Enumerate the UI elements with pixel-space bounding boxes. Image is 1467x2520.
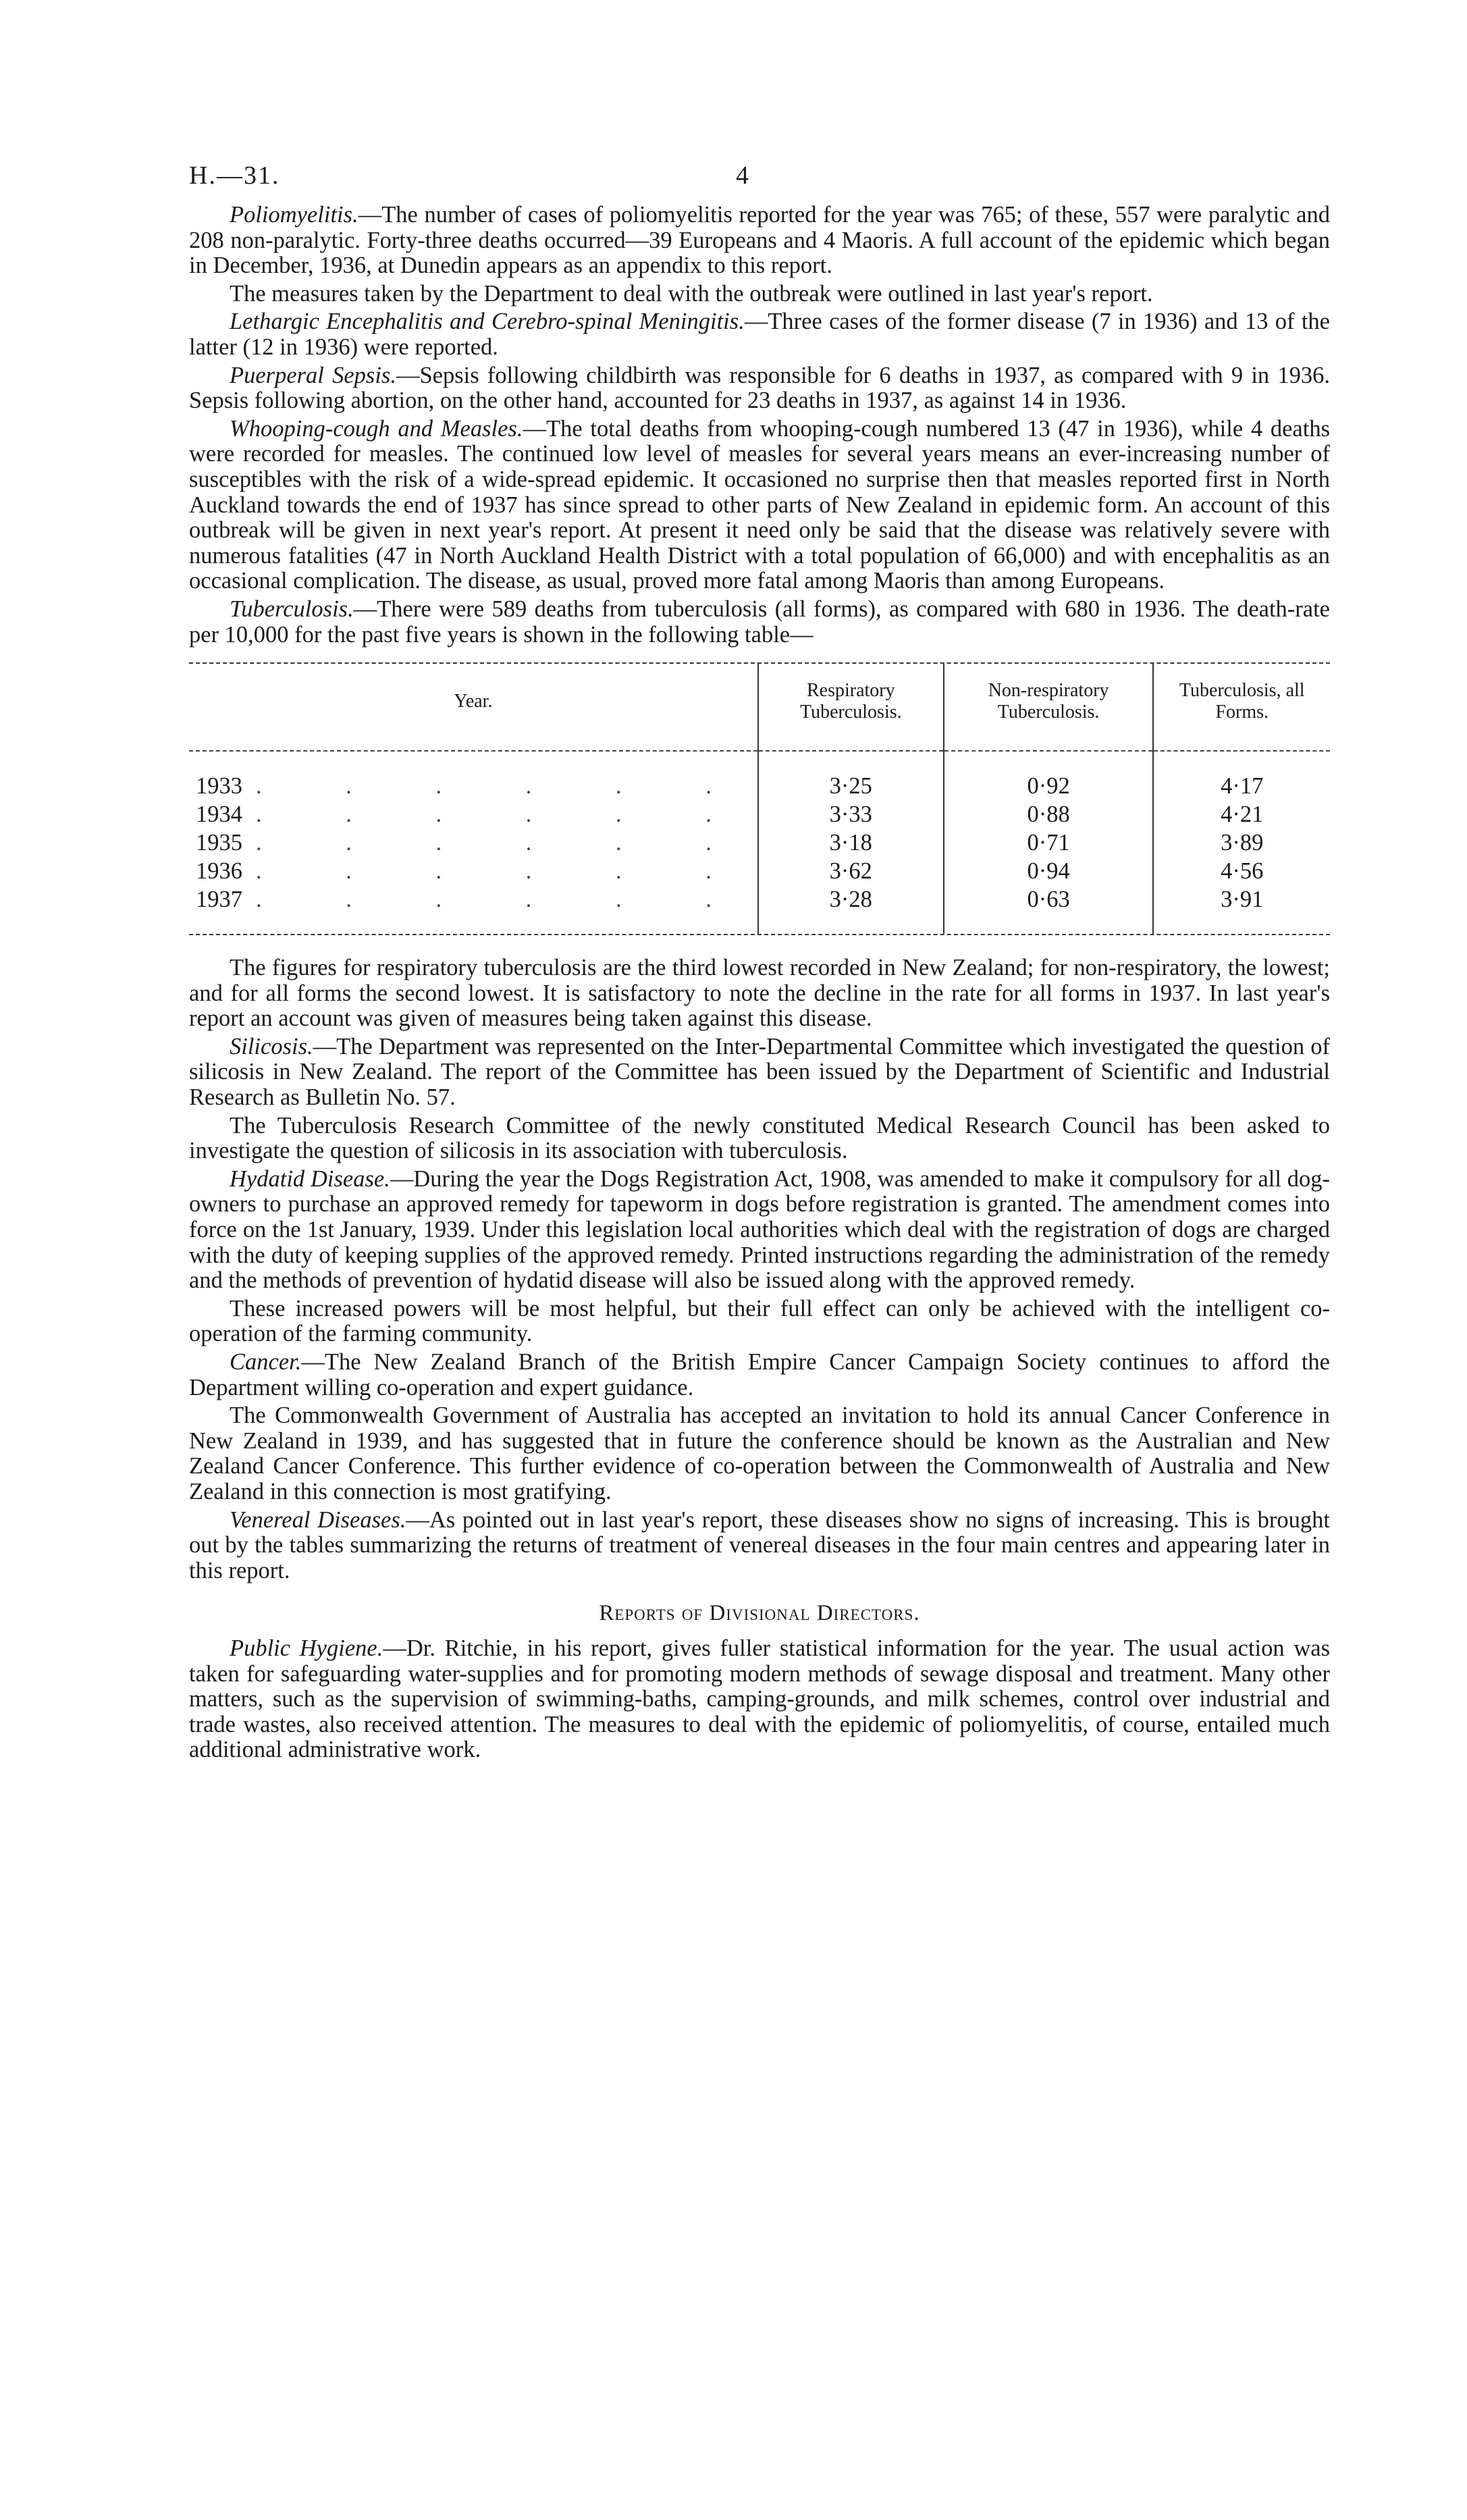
paragraph-lead: Silicosis. bbox=[230, 1033, 313, 1059]
paragraph bbox=[189, 1034, 1330, 1111]
table-spacer-row bbox=[189, 914, 1330, 934]
year-cell bbox=[189, 857, 758, 885]
leader-dots: . . . . . . bbox=[256, 802, 751, 828]
paragraph-text: —The total deaths from whooping-cough numbered 13 (47 in 1936), while 4 deaths were recorded for measles. The continued low level of measles for several years means an ever-increasing number of susceptibles with the risk of a wide-spread epidemic. It occasioned no surprise then that measles reported first in North Auckland towards the end of 1937 has since spread to other parts of New Zealand in epidemic form. An account of this outbreak will be given in next year's report. At present it need only be said that the disease was relatively severe with numerous fatalities (47 in North Auckland Health District with a total population of 66,000) and with encephalitis as an occasional complication. The disease, as usual, proved more fatal among Maoris than among Europeans. bbox=[189, 415, 1330, 594]
header-non-respiratory: Non-respiratory Tuberculosis. bbox=[944, 664, 1154, 751]
paragraph bbox=[189, 203, 1330, 279]
leader-dots: . . . . . . bbox=[256, 773, 751, 799]
table-row bbox=[189, 800, 1330, 829]
cell-all-forms: 4·56 bbox=[1153, 857, 1330, 885]
paragraphs-section bbox=[189, 1636, 1330, 1763]
table-header-row bbox=[189, 664, 1330, 751]
paragraph bbox=[189, 1403, 1330, 1504]
paragraph bbox=[189, 363, 1330, 414]
year-cell bbox=[189, 885, 758, 914]
paragraph-text: The measures taken by the Department to deal with the outbreak were outlined in last year's report. bbox=[230, 280, 1153, 307]
cell-all-forms: 4·17 bbox=[1153, 772, 1330, 800]
paragraph-lead: Cancer. bbox=[230, 1349, 302, 1375]
paragraph-lead: Whooping-cough and Measles. bbox=[230, 415, 523, 442]
cell-non-respiratory: 0·94 bbox=[944, 857, 1154, 885]
paragraph-lead: Puerperal Sepsis. bbox=[230, 362, 396, 388]
table-grid bbox=[189, 664, 1330, 934]
table-row bbox=[189, 829, 1330, 857]
paragraph-lead: Venereal Diseases. bbox=[230, 1506, 406, 1533]
year-cell bbox=[189, 772, 758, 800]
paragraph bbox=[189, 1508, 1330, 1584]
leader-dots: . . . . . . bbox=[256, 887, 751, 913]
paragraph-text: The figures for respiratory tuberculosis are the third lowest recorded in New Zealand; for non-respiratory, the lowest; and for all forms the second lowest. It is satisfactory to note the decline in the rate for all forms in 1937. In last year's report an account was given of measures being taken against this disease. bbox=[189, 955, 1330, 1032]
page-number: 4 bbox=[736, 161, 749, 190]
document-reference: H.—31. bbox=[189, 161, 280, 190]
paragraph-text: —The Department was represented on the Inter-Departmental Committee which investigated the question of silicosis in New Zealand. The report of the Committee has been issued by the Department of Scientific and Industrial Research as Bulletin No. 57. bbox=[189, 1033, 1330, 1111]
year-cell bbox=[189, 800, 758, 829]
table-row bbox=[189, 857, 1330, 885]
leader-dots: . . . . . . bbox=[256, 830, 751, 856]
cell-non-respiratory: 0·71 bbox=[944, 829, 1154, 857]
table-row bbox=[189, 885, 1330, 914]
paragraph bbox=[189, 417, 1330, 594]
paragraph-lead: Hydatid Disease. bbox=[230, 1165, 390, 1192]
cell-respiratory: 3·62 bbox=[758, 857, 944, 885]
cell-year: 1935 bbox=[196, 830, 242, 856]
table-row bbox=[189, 772, 1330, 800]
cell-year: 1937 bbox=[196, 887, 242, 913]
cell-respiratory: 3·18 bbox=[758, 829, 944, 857]
page-header bbox=[189, 161, 1264, 194]
page-body bbox=[189, 203, 1330, 1766]
paragraph-text: —Dr. Ritchie, in his report, gives fuller statistical information for the year. The usual action was taken for safeguarding water-supplies and for promoting modern methods of sewage disposal and treatment. Many other matters, such as the supervision of swimming-baths, camping-grounds, and milk schemes, control over industrial and trade wastes, also received attention. The measures to deal with the epidemic of poliomyelitis, of course, entailed much additional administrative work. bbox=[189, 1635, 1330, 1763]
tuberculosis-death-rate-table bbox=[189, 662, 1330, 935]
table-bottom-rule bbox=[189, 934, 1330, 935]
paragraph-text: —During the year the Dogs Registration Act, 1908, was amended to make it compulsory for all dog-owners to purchase an approved remedy for tapeworm in dogs before registration is granted. The amendment comes into force on the 1st January, 1939. Under this legislation local authorities which deal with the registration of dogs are charged with the duty of keeping supplies of the approved remedy. Printed instructions regarding the administration of the remedy and the methods of prevention of hydatid disease will also be issued along with the approved remedy. bbox=[189, 1165, 1330, 1294]
cell-non-respiratory: 0·63 bbox=[944, 885, 1154, 914]
paragraph bbox=[189, 1296, 1330, 1347]
paragraphs-after-table bbox=[189, 955, 1330, 1583]
header-year: Year. bbox=[454, 691, 493, 712]
cell-all-forms: 3·91 bbox=[1153, 885, 1330, 914]
paragraph-text: —There were 589 deaths from tuberculosis (all forms), as compared with 680 in 1936. The death-rate per 10,000 for the past five years is shown in the following table— bbox=[189, 596, 1330, 648]
paragraph-text: The Tuberculosis Research Committee of the newly constituted Medical Research Council has been asked to investigate the question of silicosis in its association with tuberculosis. bbox=[189, 1112, 1330, 1164]
header-respiratory: Respiratory Tuberculosis. bbox=[758, 664, 944, 751]
cell-respiratory: 3·28 bbox=[758, 885, 944, 914]
paragraph bbox=[189, 1636, 1330, 1763]
paragraph-text: —As pointed out in last year's report, these diseases show no signs of increasing. This is brought out by the tables summarizing the returns of treatment of venereal diseases in the four main centres and appearing later in this report. bbox=[189, 1506, 1330, 1583]
paragraph bbox=[189, 1167, 1330, 1294]
paragraphs-before-table bbox=[189, 203, 1330, 648]
paragraph bbox=[189, 1350, 1330, 1400]
cell-year: 1933 bbox=[196, 773, 242, 799]
paragraph bbox=[189, 282, 1330, 307]
cell-year: 1936 bbox=[196, 858, 242, 885]
section-heading: Reports of Divisional Directors. bbox=[599, 1601, 920, 1626]
paragraph-text: —The New Zealand Branch of the British Empire Cancer Campaign Society continues to afford the Department willing co-operation and expert guidance. bbox=[189, 1349, 1330, 1400]
paragraph bbox=[189, 597, 1330, 648]
paragraph-text: —Three cases of the former disease (7 in 1936) and 13 of the latter (12 in 1936) were reported. bbox=[189, 309, 1330, 360]
paragraph bbox=[189, 1113, 1330, 1164]
table-spacer-row bbox=[189, 752, 1330, 772]
paragraph-text: —Sepsis following childbirth was responsible for 6 deaths in 1937, as compared with 9 in 1936. Sepsis following abortion, on the other hand, accounted for 23 deaths in 1937, as against 14 in 1936. bbox=[189, 362, 1331, 414]
cell-all-forms: 3·89 bbox=[1153, 829, 1330, 857]
paragraph bbox=[189, 309, 1330, 360]
paragraph-text: The Commonwealth Government of Australia has accepted an invitation to hold its annual Cancer Conference in New Zealand in 1939, and has suggested that in future the conference should be known as the Australian and New Zealand Cancer Conference. This further evidence of co-operation between the Commonwealth of Australia and New Zealand in this connection is most gratifying. bbox=[189, 1402, 1330, 1504]
cell-all-forms: 4·21 bbox=[1153, 800, 1330, 829]
table-body bbox=[189, 751, 1330, 934]
cell-year: 1934 bbox=[196, 802, 242, 828]
cell-non-respiratory: 0·92 bbox=[944, 772, 1154, 800]
leader-dots: . . . . . . bbox=[256, 858, 751, 885]
paragraph-lead: Poliomyelitis. bbox=[230, 202, 358, 228]
cell-respiratory: 3·33 bbox=[758, 800, 944, 829]
paragraph-lead: Lethargic Encephalitis and Cerebro-spinal Meningitis. bbox=[230, 309, 745, 335]
paragraph bbox=[189, 955, 1330, 1032]
year-cell bbox=[189, 829, 758, 857]
paragraph-text: —The number of cases of poliomyelitis reported for the year was 765; of these, 557 were paralytic and 208 non-paralytic. Forty-three deaths occurred—39 Europeans and 4 Maoris. A full account of the epidemic which began in December, 1936, at Dunedin appears as an appendix to this report. bbox=[189, 202, 1330, 279]
paragraph-text: These increased powers will be most helpful, but their full effect can only be achieved with the intelligent co-operation of the farming community. bbox=[189, 1295, 1330, 1347]
paragraph-lead: Public Hygiene. bbox=[230, 1635, 383, 1661]
cell-respiratory: 3·25 bbox=[758, 772, 944, 800]
cell-non-respiratory: 0·88 bbox=[944, 800, 1154, 829]
paragraph-lead: Tuberculosis. bbox=[230, 596, 354, 622]
header-all-forms: Tuberculosis, all Forms. bbox=[1153, 664, 1330, 751]
